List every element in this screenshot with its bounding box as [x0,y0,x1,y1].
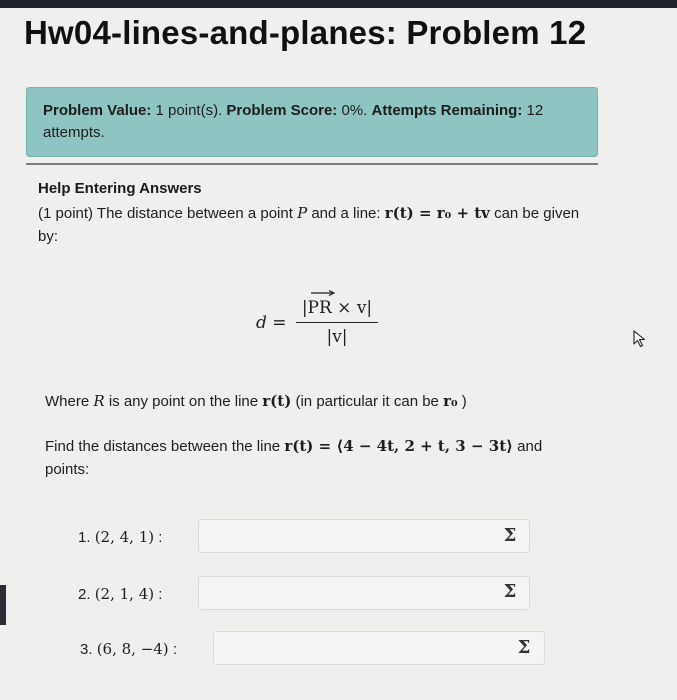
question-1-colon: : [158,529,163,546]
question-2-point: (2, 1, 4) [94,585,155,603]
question-1-point: (2, 4, 1) [94,528,155,546]
find-text-a: Find the distances between the line [45,438,281,455]
equation-editor-icon-1[interactable]: Σ [503,525,517,546]
question-3-label [80,640,177,658]
formula-fraction [296,290,378,349]
question-1-label [78,528,162,546]
top-bar [0,0,677,8]
problem-score: 0%. [341,102,368,119]
find-text-b: and points: [45,438,543,478]
question-3-point: (6, 8, −4) [96,640,169,658]
find-statement [45,435,585,481]
vector-arrow-icon [310,290,336,296]
problem-value: 1 point(s). [155,102,223,119]
question-2-colon: : [158,586,163,603]
where-statement [45,390,605,413]
attempts-remaining: 12 attempts. [43,102,544,141]
formula-denominator: |v| [326,327,348,347]
find-line-equation: r(t) = ⟨4 − 4t, 2 + t, 3 − 3t⟩ [284,437,513,455]
question-3-index: 3. [80,641,93,658]
problem-value-label: Problem Value: [43,102,152,119]
question-2-index: 2. [78,586,91,603]
attempts-label: Attempts Remaining: [371,102,523,119]
where-line: r(t) [262,392,292,410]
where-text-a: Where [45,393,90,410]
intro-text-a: (1 point) The distance between a point [38,205,293,222]
problem-score-label: Problem Score: [226,102,338,119]
fraction-bar [296,322,378,323]
where-text-b: is any point on the line [108,393,259,410]
problem-intro [38,202,598,248]
equation-editor-icon-2[interactable]: Σ [503,581,517,602]
help-entering-answers-link[interactable]: Help Entering Answers [38,180,202,197]
score-info-box [26,87,598,157]
where-text-c: (in particular it can be [295,393,439,410]
answer-input-1[interactable] [198,519,530,553]
where-r0: r₀ [443,392,458,410]
formula-numerator [296,290,378,320]
question-1-index: 1. [78,529,91,546]
left-edge [0,585,6,625]
line-equation: r(t) = r₀ + tv [384,204,490,222]
where-text-d: ) [461,393,467,410]
r-variable: R [93,392,105,410]
question-3-colon: : [172,641,178,658]
formula-lhs: d = [256,313,287,333]
intro-text-b: and a line: [311,205,381,222]
page-title: Hw04-lines-and-planes: Problem 12 [24,14,587,51]
answer-input-2[interactable] [198,576,530,610]
question-2-label [78,585,162,603]
intro-text-c: can be given by: [38,205,580,245]
divider [26,163,598,165]
answer-input-3[interactable] [213,631,545,665]
mouse-pointer-icon [632,330,648,348]
point-variable: P [297,204,308,222]
equation-editor-icon-3[interactable]: Σ [517,637,531,658]
formula-numerator-text: |PR × v| [301,298,373,318]
